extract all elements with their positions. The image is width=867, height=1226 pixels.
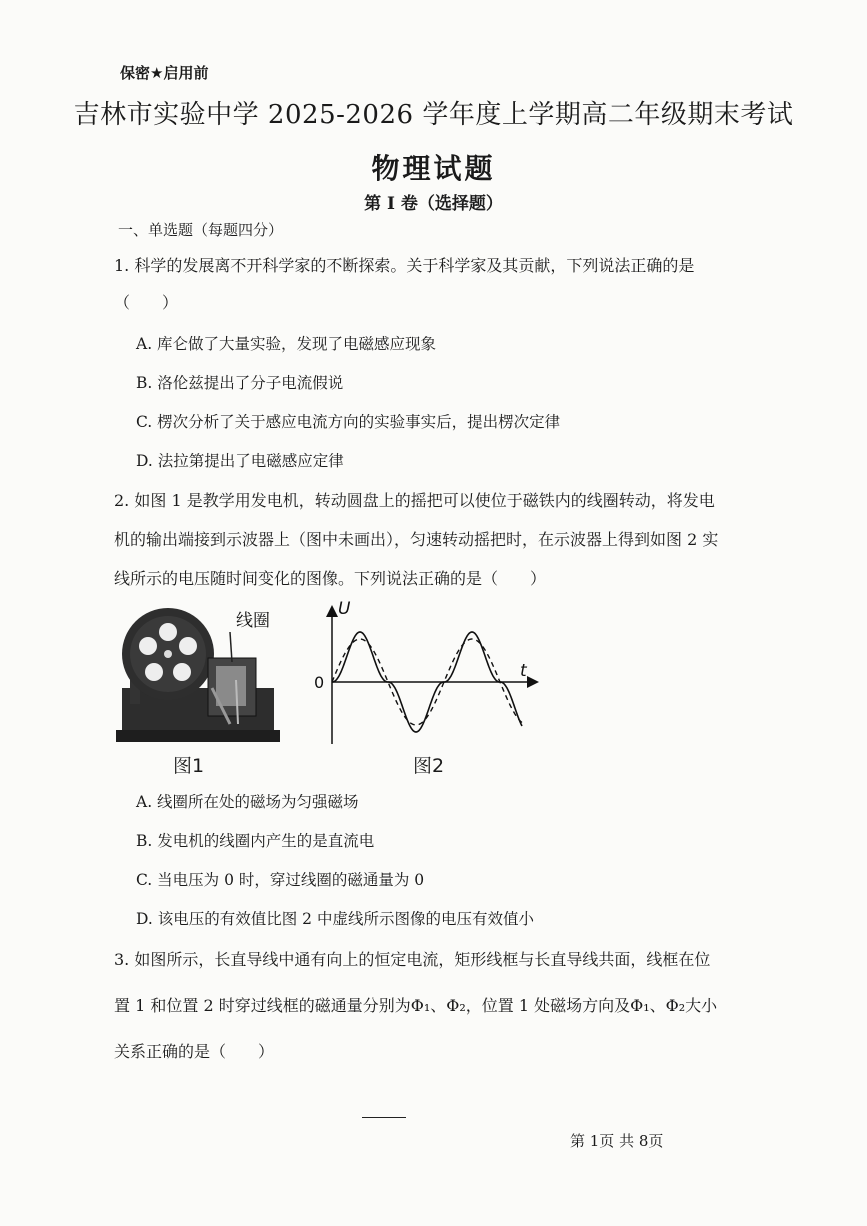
volume-title: 第 I 卷（选择题） (364, 194, 503, 214)
page-number: 第 1页 共 8页 (570, 1132, 664, 1150)
q2-option-c: C. 当电压为 0 时，穿过线圈的磁通量为 0 (136, 871, 425, 889)
figure-2-caption: 图2 (413, 755, 445, 777)
figure-1-generator (112, 600, 282, 750)
figure-1-caption: 图1 (173, 755, 205, 777)
confidential-label: 保密★启用前 (120, 64, 209, 82)
q1-option-d: D. 法拉第提出了电磁感应定律 (136, 452, 344, 470)
q1-stem: 1. 科学的发展离不开科学家的不断探索。关于科学家及其贡献，下列说法正确的是 (114, 256, 695, 275)
q3-stem-line-3: 关系正确的是（ ） (114, 1042, 275, 1061)
q1-answer-paren: （ ） (114, 293, 179, 312)
school-exam-title: 吉林市实验中学 2025-2026 学年度上学期高二年级期末考试 (73, 100, 794, 130)
origin-label: 0 (314, 673, 325, 692)
q1-option-a: A. 库仑做了大量实验，发现了电磁感应现象 (136, 335, 437, 353)
subject-title: 物理试题 (371, 152, 496, 185)
section-heading: 一、单选题（每题四分） (118, 221, 284, 239)
y-axis-label: U (338, 599, 351, 619)
q1-option-c: C. 楞次分析了关于感应电流方向的实验事实后，提出楞次定律 (136, 413, 561, 431)
figure-2-voltage-graph (310, 598, 545, 748)
q3-stem-line-1: 3. 如图所示，长直导线中通有向上的恒定电流，矩形线框与长直导线共面，线框在位 (114, 950, 711, 969)
q2-stem-line-1: 2. 如图 1 是教学用发电机，转动圆盘上的摇把可以使位于磁铁内的线圈转动，将发电 (114, 491, 715, 510)
q3-stem-line-2: 置 1 和位置 2 时穿过线框的磁通量分别为Φ₁、Φ₂，位置 1 处磁场方向及Φ₁、Φ₂大小 (114, 996, 718, 1015)
q2-option-a: A. 线圈所在处的磁场为匀强磁场 (136, 793, 359, 811)
q2-option-d: D. 该电压的有效值比图 2 中虚线所示图像的电压有效值小 (136, 910, 534, 928)
coil-label: 线圈 (236, 611, 270, 631)
q2-stem-line-2: 机的输出端接到示波器上（图中未画出），匀速转动摇把时，在示波器上得到如图 2 实 (114, 530, 719, 549)
q1-option-b: B. 洛伦兹提出了分子电流假说 (136, 374, 344, 392)
footer-rule (362, 1117, 406, 1118)
q2-stem-line-3: 线所示的电压随时间变化的图像。下列说法正确的是（ ） (114, 569, 547, 588)
x-axis-label: t (520, 661, 527, 681)
q2-option-b: B. 发电机的线圈内产生的是直流电 (136, 832, 375, 850)
